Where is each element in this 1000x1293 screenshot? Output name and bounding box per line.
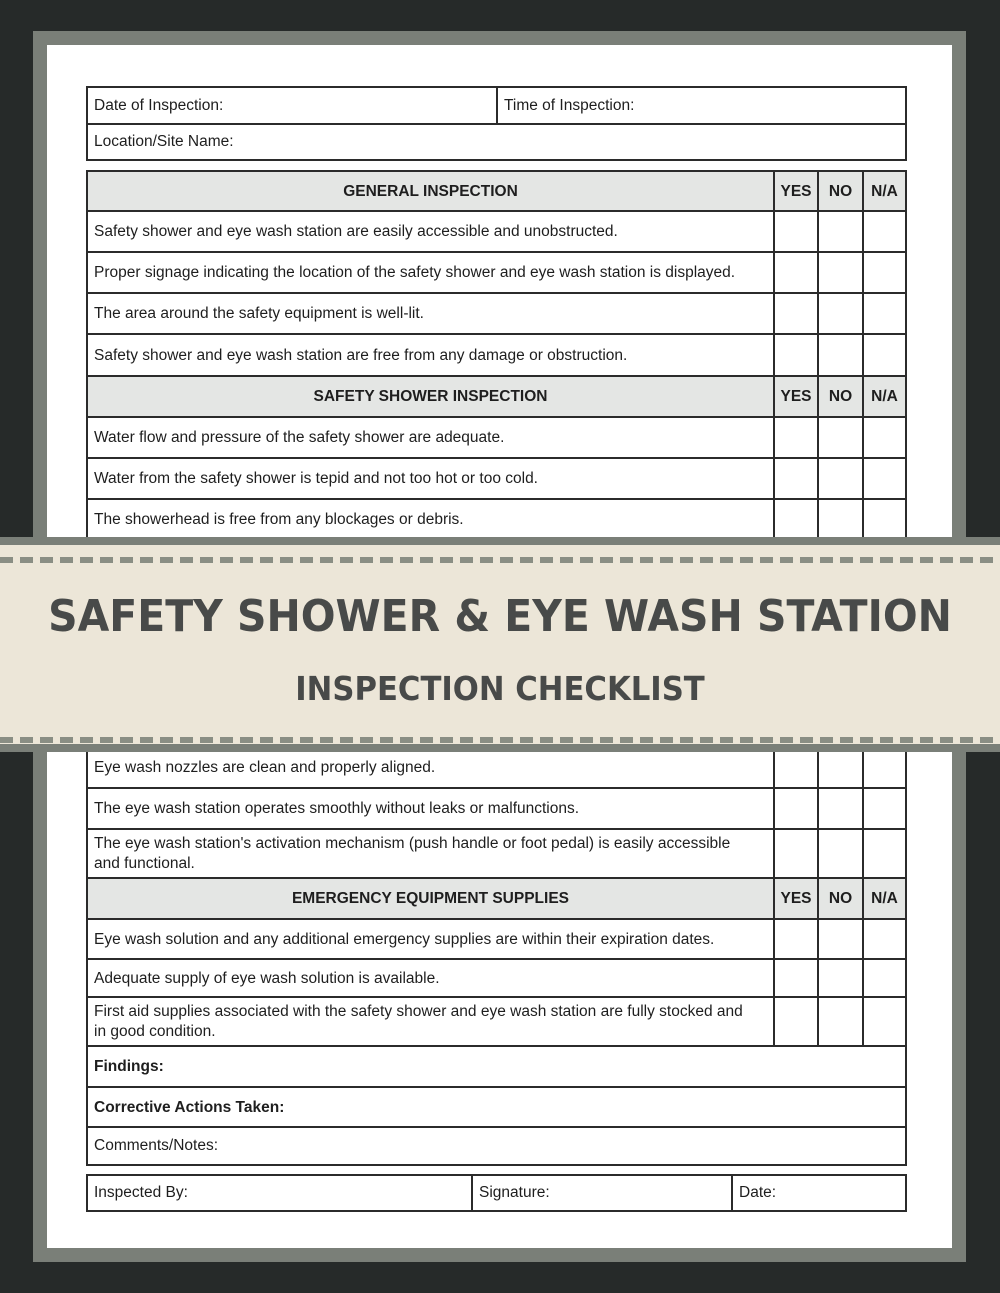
na-checkbox[interactable] [862,918,907,959]
checklist-row [86,251,907,293]
yes-checkbox[interactable] [773,457,817,499]
na-checkbox[interactable] [862,416,907,458]
na-column-header: N/A [862,877,907,919]
checklist-row [86,210,907,252]
yes-column-header: YES [773,877,817,919]
location-site-name-field[interactable] [86,123,907,161]
no-checkbox[interactable] [817,416,862,458]
checklist-item-text: The eye wash station's activation mechanism (push handle or foot pedal) is easily accessible and functional. [86,828,773,878]
comments-notes-label: Comments/Notes: [94,1137,219,1154]
date-of-inspection-field[interactable] [86,86,498,125]
checklist-row [86,416,907,458]
checklist-row [86,333,907,376]
yes-checkbox[interactable] [773,251,817,293]
bottom-dashed-divider [0,737,1000,743]
checklist-row [86,996,907,1046]
findings-field[interactable] [86,1045,907,1087]
no-checkbox[interactable] [817,787,862,829]
comments-notes-field[interactable] [86,1126,907,1166]
checklist-item-text: Proper signage indicating the location of the safety shower and eye wash station is displayed. [86,251,773,293]
na-checkbox[interactable] [862,958,907,997]
checklist-item-text: First aid supplies associated with the safety shower and eye wash station are fully stocked and in good condition. [86,996,773,1046]
checklist-item-label: Eye wash nozzles are clean and properly aligned. [94,759,436,776]
inspected-by-label: Inspected By: [94,1184,188,1201]
na-column-header: N/A [862,170,907,211]
signature-label: Signature: [479,1184,550,1201]
date-of-inspection-label: Date of Inspection: [94,96,224,114]
checklist-row [86,828,907,878]
yes-checkbox[interactable] [773,416,817,458]
na-checkbox[interactable] [862,333,907,376]
time-of-inspection-field[interactable] [496,86,907,125]
yes-checkbox[interactable] [773,958,817,997]
no-checkbox[interactable] [817,251,862,293]
no-column-header: NO [817,170,862,211]
time-of-inspection-label: Time of Inspection: [504,96,635,114]
na-checkbox[interactable] [862,292,907,334]
section-title: GENERAL INSPECTION [86,170,773,211]
title-banner [0,537,1000,752]
checklist-row [86,292,907,334]
checklist-row [86,958,907,997]
no-checkbox[interactable] [817,958,862,997]
no-column-header: NO [817,877,862,919]
no-column-header: NO [817,375,862,417]
checklist-item-label: The showerhead is free from any blockages or debris. [94,511,464,528]
signoff-date-field[interactable] [731,1174,907,1212]
na-checkbox[interactable] [862,787,907,829]
checklist-item-text: Safety shower and eye wash station are easily accessible and unobstructed. [86,210,773,252]
yes-checkbox[interactable] [773,333,817,376]
checklist-item-text: The area around the safety equipment is well-lit. [86,292,773,334]
top-dashed-divider [0,557,1000,563]
na-checkbox[interactable] [862,996,907,1046]
title-banner-band [0,545,1000,744]
no-checkbox[interactable] [817,457,862,499]
inspected-by-field[interactable] [86,1174,473,1212]
na-column-header: N/A [862,375,907,417]
no-checkbox[interactable] [817,918,862,959]
banner-subtitle: INSPECTION CHECKLIST [295,669,705,708]
no-checkbox[interactable] [817,210,862,252]
checklist-item-text: Safety shower and eye wash station are free from any damage or obstruction. [86,333,773,376]
findings-label: Findings: [94,1058,164,1075]
yes-column-header: YES [773,170,817,211]
yes-column-header: YES [773,375,817,417]
section-header-emergency-equipment-supplies [86,877,907,919]
checklist-item-text: Water flow and pressure of the safety shower are adequate. [86,416,773,458]
corrective-actions-field[interactable] [86,1086,907,1127]
signoff-date-label: Date: [739,1184,777,1201]
signature-field[interactable] [471,1174,733,1212]
checklist-item-text: Eye wash solution and any additional emergency supplies are within their expiration dates. [86,918,773,959]
checklist-item-text: Adequate supply of eye wash solution is available. [86,958,773,997]
yes-checkbox[interactable] [773,787,817,829]
na-checkbox[interactable] [862,828,907,878]
section-title: EMERGENCY EQUIPMENT SUPPLIES [86,877,773,919]
checklist-row [86,457,907,499]
na-checkbox[interactable] [862,210,907,252]
yes-checkbox[interactable] [773,996,817,1046]
yes-checkbox[interactable] [773,918,817,959]
banner-title: SAFETY SHOWER & EYE WASH STATION [48,591,952,642]
section-title: SAFETY SHOWER INSPECTION [86,375,773,417]
yes-checkbox[interactable] [773,828,817,878]
yes-checkbox[interactable] [773,210,817,252]
section-header-safety-shower-inspection [86,375,907,417]
no-checkbox[interactable] [817,996,862,1046]
yes-checkbox[interactable] [773,292,817,334]
checklist-item-text: The eye wash station operates smoothly without leaks or malfunctions. [86,787,773,829]
section-header-general-inspection [86,170,907,211]
location-site-name-label: Location/Site Name: [94,133,234,150]
checklist-row [86,787,907,829]
checklist-row [86,918,907,959]
na-checkbox[interactable] [862,457,907,499]
corrective-actions-label: Corrective Actions Taken: [94,1098,285,1116]
na-checkbox[interactable] [862,251,907,293]
no-checkbox[interactable] [817,828,862,878]
no-checkbox[interactable] [817,333,862,376]
checklist-item-text: Water from the safety shower is tepid and not too hot or too cold. [86,457,773,499]
no-checkbox[interactable] [817,292,862,334]
